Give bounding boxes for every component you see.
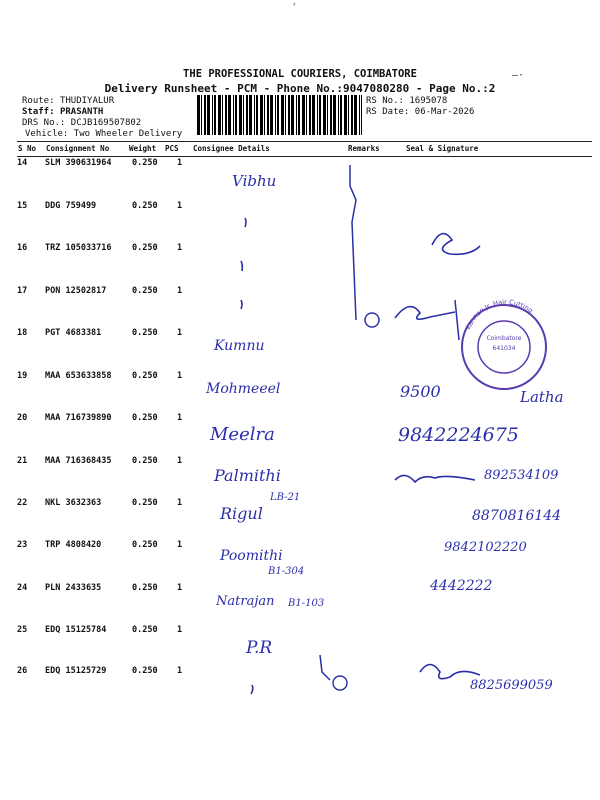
row-pcs: 1 xyxy=(177,456,183,466)
barcode-bar xyxy=(275,95,276,135)
barcode-bar xyxy=(204,95,206,135)
row-weight: 0.250 xyxy=(132,583,158,593)
signature-handwriting: 8870816144 xyxy=(472,508,562,524)
remarks-bracket-top xyxy=(350,165,356,320)
corner-dash-mark: –· xyxy=(512,70,525,81)
table-header xyxy=(17,141,592,157)
route-line xyxy=(22,96,114,106)
signature-stroke xyxy=(455,300,459,340)
barcode-bar xyxy=(212,95,213,135)
barcode-bar xyxy=(323,95,326,135)
row-weight: 0.250 xyxy=(132,413,158,423)
signature-handwriting: 9842102220 xyxy=(444,540,527,555)
row-pcs: 1 xyxy=(177,498,183,508)
row-consignment: MAA 716368435 xyxy=(45,456,112,466)
col-consignment: Consignment No xyxy=(46,144,110,153)
row-consignment: PON 12502817 xyxy=(45,286,107,296)
row-sno: 21 xyxy=(17,456,28,466)
rs-date-value: 06-Mar-2026 xyxy=(414,107,475,117)
barcode-bar xyxy=(288,95,290,135)
barcode-bar xyxy=(207,95,210,135)
barcode xyxy=(197,95,362,135)
svg-text:641034: 641034 xyxy=(492,345,516,352)
row-sno: 17 xyxy=(17,286,28,296)
col-seal: Seal & Signature xyxy=(406,144,479,153)
barcode-bar xyxy=(225,95,227,135)
signature-handwriting: 892534109 xyxy=(484,468,559,483)
barcode-bar xyxy=(201,95,202,135)
barcode-bar xyxy=(340,95,342,135)
barcode-bar xyxy=(239,95,242,135)
barcode-bar xyxy=(249,95,252,135)
barcode-bar xyxy=(246,95,248,135)
barcode-bar xyxy=(233,95,234,135)
svg-text:Kannan Jr. Hair Cutting: Kannan Jr. Hair Cutting xyxy=(464,298,535,331)
col-sno: S No xyxy=(18,144,37,153)
barcode-bar xyxy=(344,95,347,135)
barcode-bar xyxy=(338,95,339,135)
barcode-bar xyxy=(359,95,360,135)
consignee-handwriting: Kumnu xyxy=(214,338,265,354)
row-weight: 0.250 xyxy=(132,456,158,466)
barcode-bar xyxy=(298,95,300,135)
row-consignment: DDG 759499 xyxy=(45,201,97,211)
row-sno: 15 xyxy=(17,201,28,211)
consignee-handwriting: Poomithi xyxy=(220,548,283,564)
row-pcs: 1 xyxy=(177,328,183,338)
ditto-mark xyxy=(245,218,246,227)
barcode-bar xyxy=(264,95,265,135)
ditto-mark xyxy=(241,300,242,309)
signature-stroke xyxy=(432,234,480,255)
consignee-handwriting: LB-21 xyxy=(270,492,301,503)
signature-stroke xyxy=(395,475,475,482)
row-pcs: 1 xyxy=(177,540,183,550)
signature-stroke xyxy=(395,307,455,320)
rs-no-label: RS No.: xyxy=(366,96,404,106)
vehicle-label: Vehicle: xyxy=(25,129,69,139)
barcode-bar xyxy=(222,95,223,135)
row-consignment: EDQ 15125729 xyxy=(45,666,107,676)
barcode-bar xyxy=(333,95,336,135)
barcode-bar xyxy=(243,95,244,135)
consignee-handwriting: Palmithi xyxy=(214,466,281,485)
row-weight: 0.250 xyxy=(132,540,158,550)
route-label: Route: xyxy=(22,96,55,106)
row-weight: 0.250 xyxy=(132,328,158,338)
staff-value: PRASANTH xyxy=(59,107,104,117)
ditto-mark xyxy=(241,261,242,271)
signature-handwriting: Latha xyxy=(520,388,564,406)
barcode-bar xyxy=(348,95,349,135)
corner-mark: ʳ xyxy=(292,2,298,12)
consignee-handwriting: B1-304 xyxy=(268,566,305,577)
barcode-bar xyxy=(277,95,279,135)
row-weight: 0.250 xyxy=(132,286,158,296)
consignee-handwriting: P.R xyxy=(246,638,273,658)
row-weight: 0.250 xyxy=(132,158,158,168)
rs-no-value: 1695078 xyxy=(409,96,448,106)
barcode-bar xyxy=(270,95,273,135)
row-consignment: SLM 390631964 xyxy=(45,158,112,168)
consignee-handwriting: Vibhu xyxy=(232,172,277,190)
row-pcs: 1 xyxy=(177,286,183,296)
barcode-bar xyxy=(302,95,305,135)
barcode-bar xyxy=(256,95,258,135)
drs-value: DCJB169507802 xyxy=(70,118,142,128)
barcode-bar xyxy=(267,95,269,135)
drs-line xyxy=(22,118,141,128)
barcode-bar xyxy=(327,95,328,135)
consignee-handwriting: Rigul xyxy=(220,504,263,523)
row-sno: 26 xyxy=(17,666,28,676)
signature-handwriting: 8825699059 xyxy=(470,678,553,693)
signature-handwriting: 9500 xyxy=(400,382,441,401)
row-consignment: MAA 653633858 xyxy=(45,371,112,381)
row-sno: 22 xyxy=(17,498,28,508)
row-consignment: EDQ 15125784 xyxy=(45,625,107,635)
document-title: THE PROFESSIONAL COURIERS, COIMBATORE xyxy=(183,68,417,80)
vehicle-value: Two Wheeler Delivery xyxy=(73,129,183,139)
row-sno: 23 xyxy=(17,540,28,550)
ditto-mark xyxy=(251,685,253,694)
document-subtitle: Delivery Runsheet - PCM - Phone No.:9047080280 - Page No.:2 xyxy=(104,82,496,95)
barcode-bar xyxy=(319,95,321,135)
row-sno: 16 xyxy=(17,243,28,253)
row-pcs: 1 xyxy=(177,371,183,381)
barcode-bar xyxy=(291,95,294,135)
row-consignment: PGT 4683381 xyxy=(45,328,102,338)
row-pcs: 1 xyxy=(177,413,183,423)
consignee-handwriting: B1-103 xyxy=(288,598,325,609)
barcode-bar xyxy=(235,95,237,135)
row-weight: 0.250 xyxy=(132,625,158,635)
barcode-bar xyxy=(254,95,255,135)
row-consignment: MAA 716739890 xyxy=(45,413,112,423)
row-consignment: TRP 4808420 xyxy=(45,540,102,550)
barcode-bar xyxy=(306,95,307,135)
row-weight: 0.250 xyxy=(132,498,158,508)
signature-stroke xyxy=(420,665,480,679)
row-sno: 19 xyxy=(17,371,28,381)
barcode-bar xyxy=(330,95,332,135)
row-sno: 20 xyxy=(17,413,28,423)
row-pcs: 1 xyxy=(177,666,183,676)
barcode-bar xyxy=(317,95,318,135)
row-consignment: TRZ 105033716 xyxy=(45,243,112,253)
rs-date-label: RS Date: xyxy=(366,107,410,117)
col-weight: Weight xyxy=(129,144,157,153)
drs-label: DRS No.: xyxy=(22,118,66,128)
row-weight: 0.250 xyxy=(132,371,158,381)
row-weight: 0.250 xyxy=(132,243,158,253)
barcode-bar xyxy=(361,95,362,135)
row-sno: 25 xyxy=(17,625,28,635)
seal-stamp xyxy=(462,298,546,389)
row-pcs: 1 xyxy=(177,201,183,211)
row-consignment: PLN 2433635 xyxy=(45,583,102,593)
barcode-bar xyxy=(309,95,311,135)
row-sno: 24 xyxy=(17,583,28,593)
barcode-bar xyxy=(260,95,263,135)
barcode-bar xyxy=(312,95,315,135)
remarks-bracket-bottom xyxy=(320,655,330,680)
barcode-bar xyxy=(228,95,231,135)
row-weight: 0.250 xyxy=(132,666,158,676)
col-consignee: Consignee Details xyxy=(193,144,270,153)
consignee-handwriting: Mohmeeel xyxy=(206,381,281,397)
route-value: THUDIYALUR xyxy=(59,96,115,106)
row-pcs: 1 xyxy=(177,158,183,168)
row-pcs: 1 xyxy=(177,243,183,253)
col-remarks: Remarks xyxy=(348,144,380,153)
consignee-handwriting: Meelra xyxy=(210,424,275,445)
row-consignment: NKL 3632363 xyxy=(45,498,102,508)
row-pcs: 1 xyxy=(177,583,183,593)
row-weight: 0.250 xyxy=(132,201,158,211)
barcode-bar xyxy=(218,95,221,135)
barcode-bar xyxy=(351,95,353,135)
barcode-bar xyxy=(285,95,286,135)
rs-no-line xyxy=(366,96,447,106)
barcode-bar xyxy=(281,95,284,135)
signature-handwriting: 4442222 xyxy=(430,578,493,594)
svg-text:Coimbatore: Coimbatore xyxy=(486,335,522,342)
row-sno: 14 xyxy=(17,158,28,168)
row-sno: 18 xyxy=(17,328,28,338)
barcode-bar xyxy=(354,95,357,135)
remarks-circle-2 xyxy=(333,676,347,690)
barcode-bar xyxy=(296,95,297,135)
barcode-bar xyxy=(214,95,216,135)
staff-line xyxy=(22,107,103,117)
remarks-circle-4 xyxy=(365,313,379,327)
rs-date-line xyxy=(366,107,474,117)
staff-label: Staff: xyxy=(22,107,55,117)
signature-handwriting: 9842224675 xyxy=(398,424,519,446)
consignee-handwriting: Natrajan xyxy=(216,594,275,609)
row-pcs: 1 xyxy=(177,625,183,635)
col-pcs: PCS xyxy=(165,144,179,153)
vehicle-line xyxy=(25,129,182,139)
barcode-bar xyxy=(197,95,200,135)
